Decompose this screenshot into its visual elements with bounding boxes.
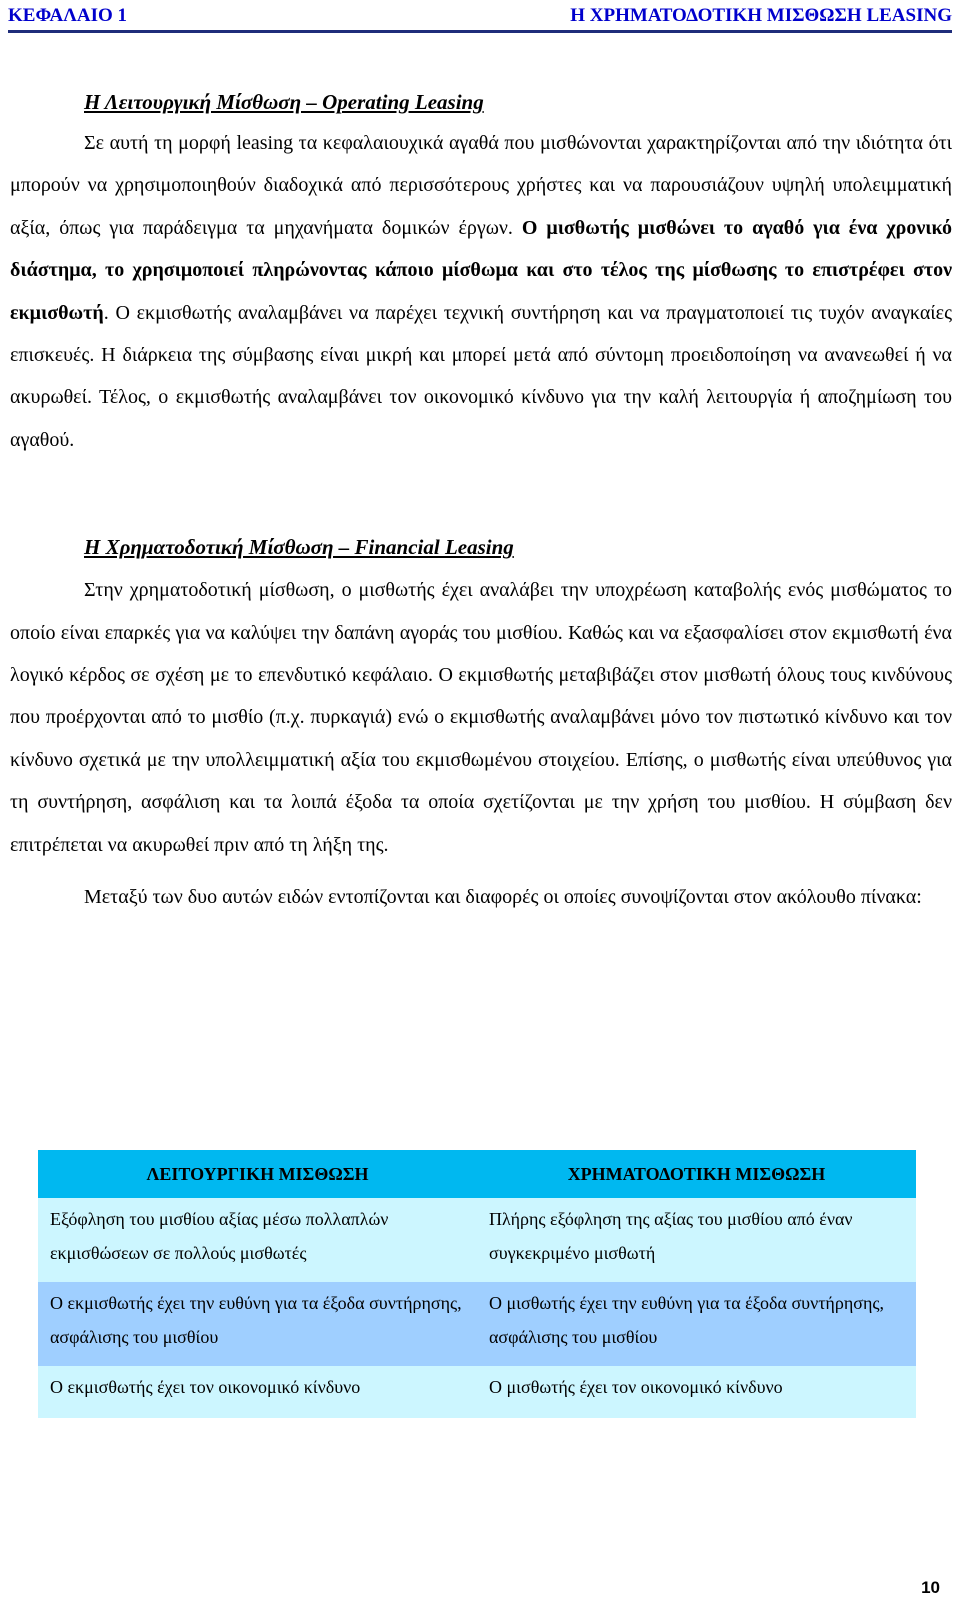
table-header-row xyxy=(38,1150,916,1198)
operating-text-a: Σε αυτή τη μορφή leasing τα κεφαλαιουχικά αγαθά που μισθώνονται χαρακτηρίζονται από την ιδιότητα ότι μπορούν να χρησιμοποιηθούν διαδοχικά από περισσότερους χρήστες και να παρουσιάζουν υψηλή υπολειμματική αξία, όπως για παράδειγμα τα μηχανήματα δομικών έργων. xyxy=(10,132,952,239)
page-body xyxy=(10,82,952,919)
table-cell: Ο εκμισθωτής έχει την ευθύνη για τα έξοδα συντήρησης, ασφάλισης του μισθίου xyxy=(38,1282,477,1366)
paragraph-operating xyxy=(10,122,952,461)
paragraph-financial: Στην χρηματοδοτική μίσθωση, ο μισθωτής έχει αναλάβει την υποχρέωση καταβολής ενός μισθώματος το οποίο είναι επαρκές για να καλύψει την δαπάνη αγοράς του μισθίου. Καθώς και να εξασφαλίσει στον εκμισθωτή ένα λογικό κέρδος σε σχέση με το επενδυτικό κεφάλαιο. Ο εκμισθωτής μεταβιβάζει στον μισθωτή όλους τους κινδύνους που προέρχονται από το μισθίο (π.χ. πυρκαγιά) ενώ ο εκμισθωτής αναλαμβάνει μόνο τον πιστωτικό κίνδυνο και τον κίνδυνο σχετικά με την υπολλειμματική αξία του εκμισθωμένου στοιχείου. Επίσης, ο μισθωτής είναι υπεύθυνος για τη συντήρηση, ασφάλιση και τα λοιπά έξοδα τα οποία σχετίζονται με την χρήση του μισθίου. Η σύμβαση δεν επιτρέπεται να ακυρωθεί πριν από τη λήξη της. xyxy=(10,579,952,856)
comparison-table xyxy=(38,1150,916,1418)
table-cell: Εξόφληση του μισθίου αξίας μέσω πολλαπλών εκμισθώσεων σε πολλούς μισθωτές xyxy=(38,1198,477,1282)
operating-text-bold: Ο μισθωτής μισθώνει το αγαθό για ένα χρονικό διάστημα, το χρησιμοποιεί πληρώνοντας κάποιο μίσθωμα και στο τέλος της μίσθωσης το επιστρέφει στον εκμισθωτή xyxy=(10,216,952,324)
table-cell: Ο εκμισθωτής έχει τον οικονομικό κίνδυνο xyxy=(38,1366,477,1418)
chapter-label: ΚΕΦΑΛΑΙΟ 1 xyxy=(8,5,128,26)
running-header xyxy=(8,4,952,28)
table-row xyxy=(38,1366,916,1418)
table-row xyxy=(38,1198,916,1282)
page-number: 10 xyxy=(921,1578,940,1597)
table-cell: Πλήρης εξόφληση της αξίας του μισθίου από έναν συγκεκριμένο μισθωτή xyxy=(477,1198,916,1282)
table-cell: Ο μισθωτής έχει την ευθύνη για τα έξοδα συντήρησης, ασφάλισης του μισθίου xyxy=(477,1282,916,1366)
header-rule xyxy=(8,30,952,33)
table-cell: Ο μισθωτής έχει τον οικονομικό κίνδυνο xyxy=(477,1366,916,1418)
section-heading-financial: Η Χρηματοδοτική Μίσθωση – Financial Leasing xyxy=(84,535,514,560)
table-header-financial: ΧΡΗΜΑΤΟΔΟΤΙΚΗ ΜΙΣΘΩΣΗ xyxy=(477,1150,916,1198)
table-header-operating: ΛΕΙΤΟΥΡΓΙΚΗ ΜΙΣΘΩΣΗ xyxy=(38,1150,477,1198)
table-row xyxy=(38,1282,916,1366)
paragraph-table-intro: Μεταξύ των δυο αυτών ειδών εντοπίζονται και διαφορές οι οποίες συνοψίζονται στον ακόλουθο πίνακα: xyxy=(84,886,922,909)
header-title: Η ΧΡΗΜΑΤΟΔΟΤΙΚΗ ΜΙΣΘΩΣΗ LEASING xyxy=(570,5,952,26)
section-heading-operating: Η Λειτουργική Μίσθωση – Operating Leasing xyxy=(84,90,484,114)
operating-text-b: . Ο εκμισθωτής αναλαμβάνει να παρέχει τεχνική συντήρηση και να πραγματοποιεί τις τυχόν αναγκαίες επισκευές. Η διάρκεια της σύμβασης είναι μικρή και μπορεί μετά από σύντομη προειδοποίηση να ανανεωθεί ή να ακυρωθεί. Τέλος, ο εκμισθωτής αναλαμβάνει τον οικονομικό κίνδυνο για την καλή λειτουργία ή αποζημίωση του αγαθού. xyxy=(10,301,952,451)
